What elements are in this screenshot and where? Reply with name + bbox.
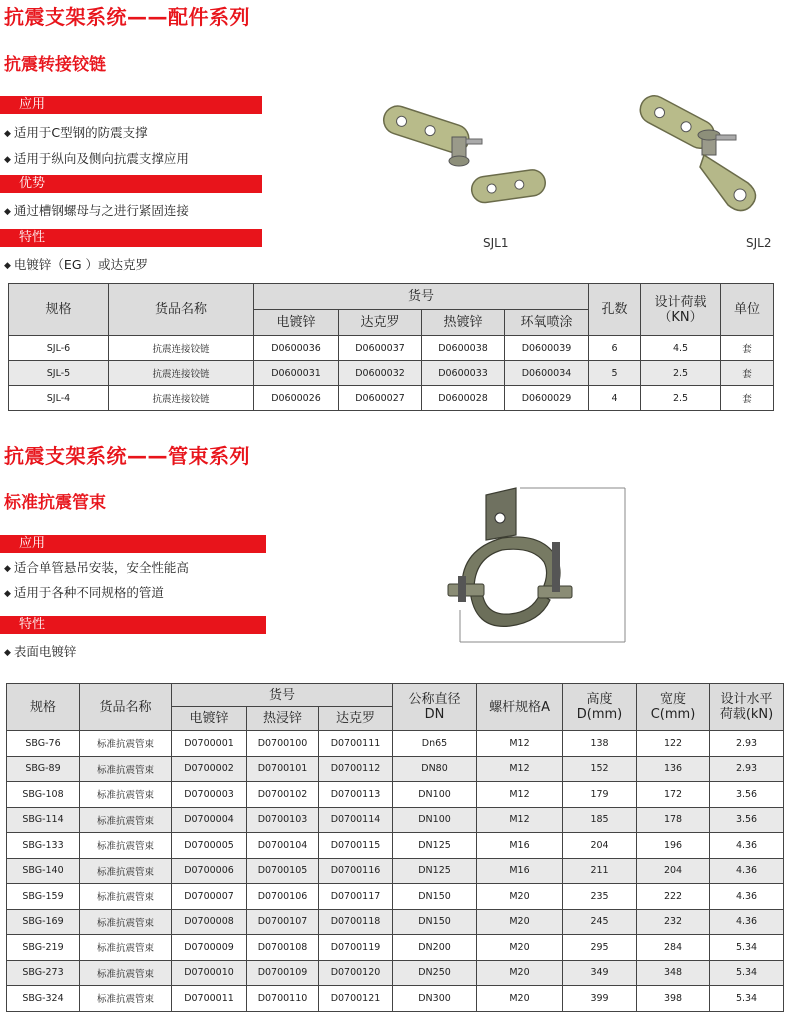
application-item: ◆ 适用于纵向及侧向抗震支撑应用 — [4, 151, 189, 166]
section1-subtitle: 抗震转接铰链 — [4, 55, 106, 75]
col-header-hot: 热浸锌 — [247, 707, 319, 731]
table-row: SBG-169 标准抗震管束 D0700008 D0700107 D0700118 DN150 M20 245 232 4.36 — [7, 909, 784, 935]
table-row: SBG-324 标准抗震管束 D0700011 D0700110 D0700121 DN300 M20 399 398 5.34 — [7, 986, 784, 1012]
col-header-load: 设计水平荷载(kN) — [710, 684, 784, 731]
col-header-name: 货品名称 — [109, 284, 254, 336]
col-header-eg: 电镀锌 — [172, 707, 247, 731]
pipe-clamp-image — [440, 480, 640, 650]
col-header-dacro: 达克罗 — [319, 707, 393, 731]
sjl1-hinge-image — [370, 95, 560, 225]
table-row: SBG-89 标准抗震管束 D0700002 D0700101 D0700112 DN80 M12 152 136 2.93 — [7, 756, 784, 782]
col-header-hdg: 热镀锌 — [422, 310, 505, 336]
col-header-load: 设计荷载（KN） — [641, 284, 721, 336]
table-row: SBG-159 标准抗震管束 D0700007 D0700106 D0700117 DN150 M20 235 222 4.36 — [7, 884, 784, 910]
section2-title: 抗震支架系统——管束系列 — [4, 444, 250, 468]
advantage-bar: 优势 — [0, 175, 262, 193]
application-bar-2: 应用 — [0, 535, 266, 553]
table-row: SBG-273 标准抗震管束 D0700010 D0700109 D0700120 DN250 M20 349 348 5.34 — [7, 960, 784, 986]
col-header-rod: 螺杆规格A — [477, 684, 563, 731]
feature-item: ◆ 表面电镀锌 — [4, 644, 77, 659]
table-row: SBG-76 标准抗震管束 D0700001 D0700100 D0700111 Dn65 M12 138 122 2.93 — [7, 731, 784, 757]
table-row: SJL-5 抗震连接铰链 D0600031 D0600032 D0600033 D0600034 5 2.5 套 — [9, 361, 774, 386]
col-header-code: 货号 — [172, 684, 393, 707]
sjl2-caption: SJL2 — [746, 236, 772, 250]
table-row: SJL-6 抗震连接铰链 D0600036 D0600037 D0600038 D0600039 6 4.5 套 — [9, 336, 774, 361]
col-header-height: 高度D(mm) — [563, 684, 637, 731]
table-row: SBG-114 标准抗震管束 D0700004 D0700103 D0700114 DN100 M12 185 178 3.56 — [7, 807, 784, 833]
table-row: SBG-219 标准抗震管束 D0700009 D0700108 D0700119 DN200 M20 295 284 5.34 — [7, 935, 784, 961]
hinge-spec-table — [8, 283, 774, 411]
application-item: ◆ 适用于C型钢的防震支撑 — [4, 125, 148, 140]
col-header-holes: 孔数 — [589, 284, 641, 336]
col-header-width: 宽度C(mm) — [637, 684, 710, 731]
section1-title: 抗震支架系统——配件系列 — [4, 5, 250, 29]
col-header-dn: 公称直径DN — [393, 684, 477, 731]
col-header-unit: 单位 — [721, 284, 774, 336]
table-row: SJL-4 抗震连接铰链 D0600026 D0600027 D0600028 D0600029 4 2.5 套 — [9, 386, 774, 411]
feature-bar: 特性 — [0, 229, 262, 247]
col-header-name: 货品名称 — [80, 684, 172, 731]
application-item: ◆ 适用于各种不同规格的管道 — [4, 585, 164, 600]
table-row: SBG-140 标准抗震管束 D0700006 D0700105 D0700116 DN125 M16 211 204 4.36 — [7, 858, 784, 884]
col-header-code: 货号 — [254, 284, 589, 310]
application-bar: 应用 — [0, 96, 262, 114]
table-row: SBG-133 标准抗震管束 D0700005 D0700104 D0700115 DN125 M16 204 196 4.36 — [7, 833, 784, 859]
feature-item: ◆ 电镀锌（EG ）或达克罗 — [4, 257, 148, 272]
sjl2-hinge-image — [630, 95, 780, 225]
col-header-spec: 规格 — [9, 284, 109, 336]
feature-bar-2: 特性 — [0, 616, 266, 634]
sjl1-caption: SJL1 — [483, 236, 509, 250]
advantage-item: ◆ 通过槽钢螺母与之进行紧固连接 — [4, 203, 189, 218]
col-header-epoxy: 环氧喷涂 — [505, 310, 589, 336]
col-header-dacro: 达克罗 — [339, 310, 422, 336]
col-header-eg: 电镀锌 — [254, 310, 339, 336]
pipe-clamp-spec-table — [6, 683, 784, 1012]
application-item: ◆ 适合单管悬吊安装，安全性能高 — [4, 560, 189, 575]
col-header-spec: 规格 — [7, 684, 80, 731]
section2-subtitle: 标准抗震管束 — [4, 493, 106, 513]
table-row: SBG-108 标准抗震管束 D0700003 D0700102 D0700113 DN100 M12 179 172 3.56 — [7, 782, 784, 808]
